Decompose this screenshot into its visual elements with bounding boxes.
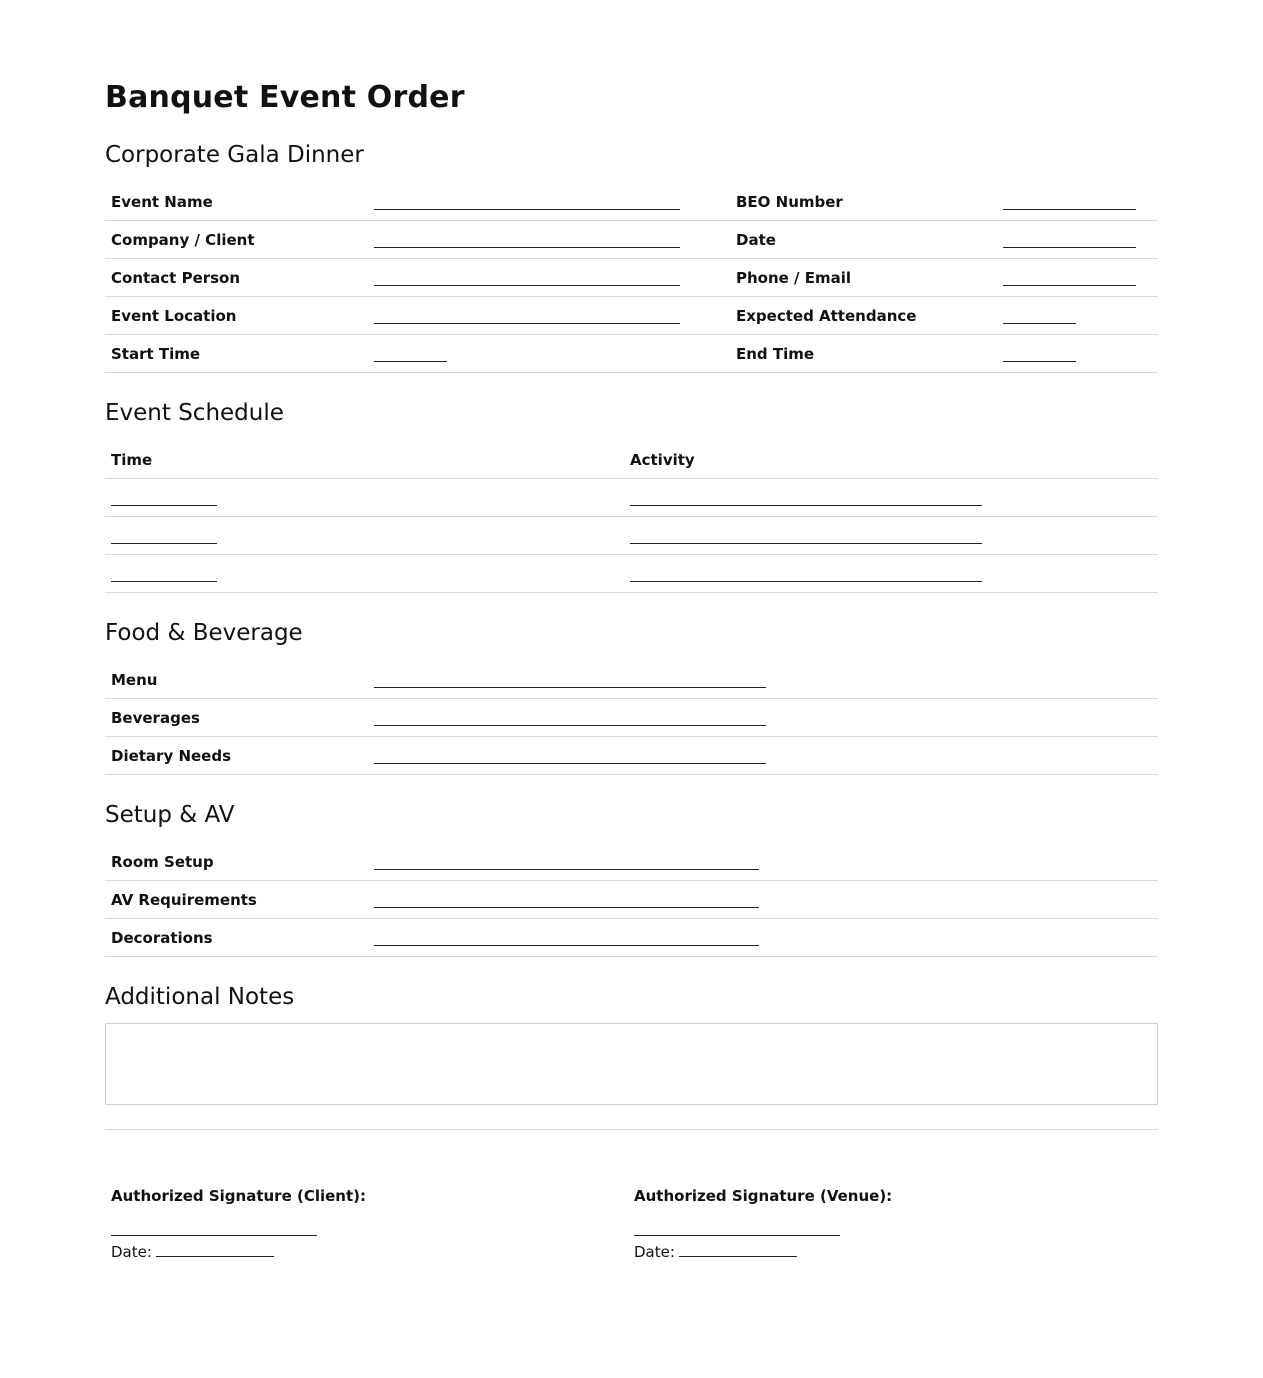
av-requirements-field[interactable] <box>364 881 1158 919</box>
client-date-field[interactable] <box>156 1242 274 1257</box>
date-field[interactable] <box>993 221 1158 259</box>
field-label-room-setup: Room Setup <box>105 843 364 881</box>
event-info-row <box>105 221 1158 259</box>
event-schedule-table <box>105 441 1158 593</box>
column-header-time: Time <box>105 441 624 479</box>
page-title: Banquet Event Order <box>105 80 465 115</box>
venue-signature-block <box>634 1187 1034 1261</box>
schedule-time-field[interactable] <box>105 517 624 555</box>
food-beverage-table <box>105 661 1158 775</box>
setup-row <box>105 919 1158 957</box>
food-row <box>105 699 1158 737</box>
phone-email-field[interactable] <box>993 259 1158 297</box>
field-label-end-time: End Time <box>730 335 993 373</box>
setup-row <box>105 843 1158 881</box>
company-client-field[interactable] <box>364 221 730 259</box>
schedule-row <box>105 517 1158 555</box>
menu-field[interactable] <box>364 661 1158 699</box>
field-label-company-client: Company / Client <box>105 221 364 259</box>
decorations-field[interactable] <box>364 919 1158 957</box>
client-signature-label: Authorized Signature (Client): <box>111 1187 366 1205</box>
field-label-av-requirements: AV Requirements <box>105 881 364 919</box>
field-label-expected-attendance: Expected Attendance <box>730 297 993 335</box>
expected-attendance-field[interactable] <box>993 297 1158 335</box>
section-heading-event-schedule: Event Schedule <box>105 400 284 426</box>
additional-notes-box[interactable] <box>105 1023 1158 1105</box>
venue-signature-label: Authorized Signature (Venue): <box>634 1187 893 1205</box>
column-header-activity: Activity <box>624 441 1158 479</box>
field-label-beverages: Beverages <box>105 699 364 737</box>
client-signature-line[interactable] <box>111 1235 317 1236</box>
field-label-start-time: Start Time <box>105 335 364 373</box>
event-info-row <box>105 335 1158 373</box>
client-signature-block <box>111 1187 511 1261</box>
field-label-contact-person: Contact Person <box>105 259 364 297</box>
section-heading-setup-av: Setup & AV <box>105 802 235 828</box>
start-time-field[interactable] <box>364 335 730 373</box>
dietary-needs-field[interactable] <box>364 737 1158 775</box>
field-label-date: Date <box>730 221 993 259</box>
schedule-time-field[interactable] <box>105 479 624 517</box>
schedule-row <box>105 479 1158 517</box>
food-row <box>105 661 1158 699</box>
event-info-row <box>105 297 1158 335</box>
schedule-time-field[interactable] <box>105 555 624 593</box>
event-info-row <box>105 259 1158 297</box>
event-subtitle: Corporate Gala Dinner <box>105 142 364 168</box>
beo-number-field[interactable] <box>993 183 1158 221</box>
client-date-row <box>111 1242 511 1261</box>
section-heading-food-beverage: Food & Beverage <box>105 620 303 646</box>
venue-date-row <box>634 1242 1034 1261</box>
setup-av-table <box>105 843 1158 957</box>
end-time-field[interactable] <box>993 335 1158 373</box>
schedule-activity-field[interactable] <box>624 555 1158 593</box>
schedule-row <box>105 555 1158 593</box>
beverages-field[interactable] <box>364 699 1158 737</box>
field-label-decorations: Decorations <box>105 919 364 957</box>
field-label-dietary-needs: Dietary Needs <box>105 737 364 775</box>
divider <box>105 1129 1158 1130</box>
room-setup-field[interactable] <box>364 843 1158 881</box>
venue-date-field[interactable] <box>679 1242 797 1257</box>
field-label-event-location: Event Location <box>105 297 364 335</box>
setup-row <box>105 881 1158 919</box>
schedule-activity-field[interactable] <box>624 517 1158 555</box>
field-label-event-name: Event Name <box>105 183 364 221</box>
event-location-field[interactable] <box>364 297 730 335</box>
venue-date-label: Date: <box>634 1243 675 1261</box>
event-info-row <box>105 183 1158 221</box>
event-name-field[interactable] <box>364 183 730 221</box>
field-label-phone-email: Phone / Email <box>730 259 993 297</box>
schedule-activity-field[interactable] <box>624 479 1158 517</box>
event-info-table <box>105 183 1158 373</box>
client-date-label: Date: <box>111 1243 152 1261</box>
field-label-beo-number: BEO Number <box>730 183 993 221</box>
section-heading-additional-notes: Additional Notes <box>105 984 295 1010</box>
venue-signature-line[interactable] <box>634 1235 840 1236</box>
field-label-menu: Menu <box>105 661 364 699</box>
schedule-header-row <box>105 441 1158 479</box>
food-row <box>105 737 1158 775</box>
contact-person-field[interactable] <box>364 259 730 297</box>
